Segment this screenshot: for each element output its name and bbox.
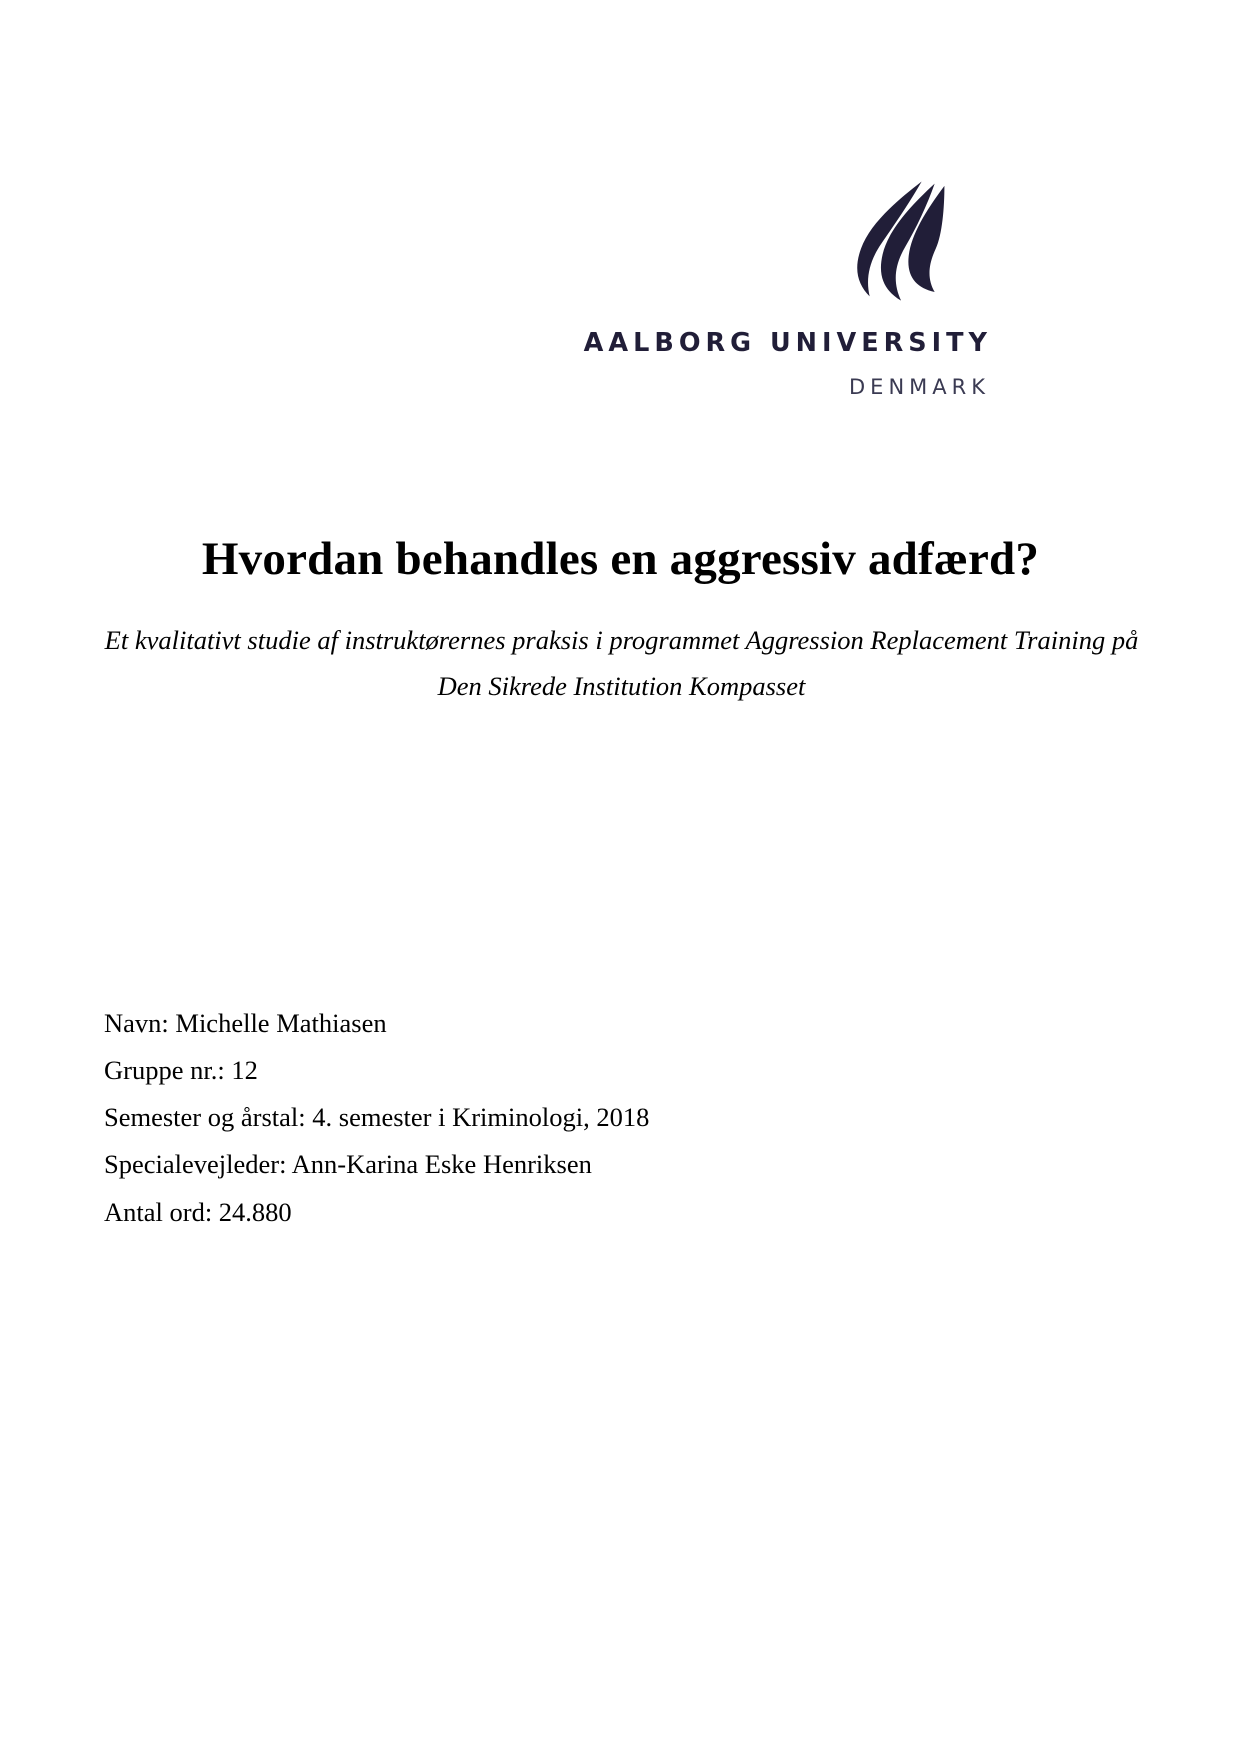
page-subtitle-line-2: Training på Den Sikrede Institution Kompasset [437, 625, 1139, 701]
document-metadata [104, 1000, 904, 1236]
metadata-line-semester: Semester og årstal: 4. semester i Kriminologi, 2018 [104, 1102, 650, 1133]
metadata-line-antal-ord: Antal ord: 24.880 [104, 1196, 292, 1227]
aalborg-university-swoosh-icon [822, 175, 952, 305]
logo-subword-denmark: DENMARK [849, 374, 990, 399]
logo-wordmark-aalborg-university: AALBORG UNIVERSITY [583, 328, 992, 358]
page-title: Hvordan behandles en aggressiv adfærd? [201, 533, 1040, 586]
page-subtitle [104, 618, 1139, 709]
metadata-line-gruppe: Gruppe nr.: 12 [104, 1055, 258, 1086]
metadata-line-navn: Navn: Michelle Mathiasen [104, 1008, 387, 1038]
university-logo [0, 175, 1010, 398]
page-subtitle-line-1: Et kvalitativt studie af instruktørernes praksis i programmet Aggression Replacement [104, 625, 1008, 655]
metadata-line-vejleder: Specialevejleder: Ann-Karina Eske Henriksen [104, 1149, 592, 1180]
